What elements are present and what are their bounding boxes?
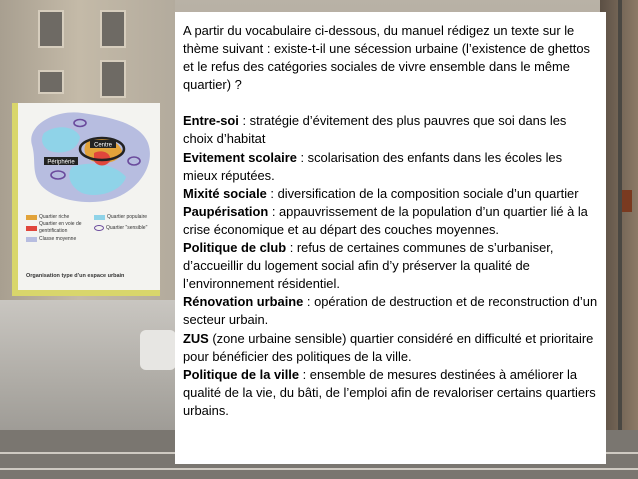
glossary-definition: : appauvrissement de la population d’un quartier lié à la crise économique et au départ des couches moyennes. xyxy=(183,203,588,237)
glossary-definition: : diversification de la composition sociale d’un quartier xyxy=(266,185,579,201)
glossary-term: Evitement scolaire xyxy=(183,149,297,165)
spacer xyxy=(183,94,598,112)
glossary-definition: : ensemble de mesures destinées à améliorer la qualité de la vie, du bâti, de l’emploi afin de revaloriser certains quartiers urbains. xyxy=(183,366,596,418)
glossary-definition: (zone urbaine sensible) quartier considéré en difficulté et prioritaire pour bénéficier des politiques de la ville. xyxy=(183,330,594,364)
legend-swatch-sensitive xyxy=(94,225,104,231)
window xyxy=(100,60,126,98)
legend-label: Classe moyenne xyxy=(39,235,77,242)
glossary-entry xyxy=(183,293,598,329)
legend-label: Quartier en voie de gentrification xyxy=(39,221,82,234)
urban-map-figure xyxy=(12,103,160,296)
centre-label: Centre xyxy=(93,142,113,149)
glossary-entry xyxy=(183,330,598,366)
traffic-light xyxy=(622,190,632,212)
glossary-entry xyxy=(183,239,598,293)
glossary-entry xyxy=(183,203,598,239)
glossary-term: Politique de la ville xyxy=(183,366,300,382)
legend-swatch-middle-class xyxy=(26,237,37,242)
glossary-definition: : refus de certaines communes de s’urbaniser, d’accueillir du logement social afin d’y préserver la qualité de l’environnement résidentiel. xyxy=(183,240,554,292)
window xyxy=(38,70,64,94)
periphery-label: Périphérie xyxy=(47,159,75,166)
legend-swatch-gentrification xyxy=(26,226,37,231)
map-legend xyxy=(26,213,162,243)
window xyxy=(38,10,64,48)
legend-label: Quartier populaire xyxy=(107,213,148,220)
tram-rail xyxy=(0,468,638,470)
intro-paragraph: A partir du vocabulaire ci-dessous, du manuel rédigez un texte sur le thème suivant : existe-t-il une sécession urbaine (l’existence de ghettos et le refus des catégories sociales de vivre ensemble dans le même quartier) ? xyxy=(183,23,590,93)
legend-swatch-popular xyxy=(94,215,105,220)
glossary-term: Paupérisation xyxy=(183,203,269,219)
urban-map-diagram xyxy=(18,103,160,213)
glossary-entry xyxy=(183,112,598,148)
glossary-term: ZUS xyxy=(183,330,209,346)
glossary-term: Politique de club xyxy=(183,240,287,256)
glossary-term: Entre-soi xyxy=(183,113,239,129)
glossary-term: Mixité sociale xyxy=(183,185,267,201)
glossary-entry xyxy=(183,185,598,203)
glossary-definition: : scolarisation des enfants dans les écoles les mieux réputées. xyxy=(183,149,563,183)
map-caption: Organisation type d’un espace urbain xyxy=(26,273,125,279)
legend-label: Quartier "sensible" xyxy=(106,224,148,231)
window xyxy=(100,10,126,48)
glossary-definition: : stratégie d’évitement des plus pauvres que soi dans les choix d’habitat xyxy=(183,113,567,147)
glossary-term: Rénovation urbaine xyxy=(183,294,304,310)
parked-car xyxy=(140,330,176,370)
glossary-entry xyxy=(183,149,598,185)
legend-label: Quartier riche xyxy=(39,213,70,220)
legend-swatch-rich xyxy=(26,215,37,220)
text-panel xyxy=(175,12,606,464)
street-pole xyxy=(618,0,622,479)
glossary-definition: : opération de destruction et de reconstruction d’un secteur urbain. xyxy=(183,294,598,328)
glossary-entry xyxy=(183,366,598,420)
